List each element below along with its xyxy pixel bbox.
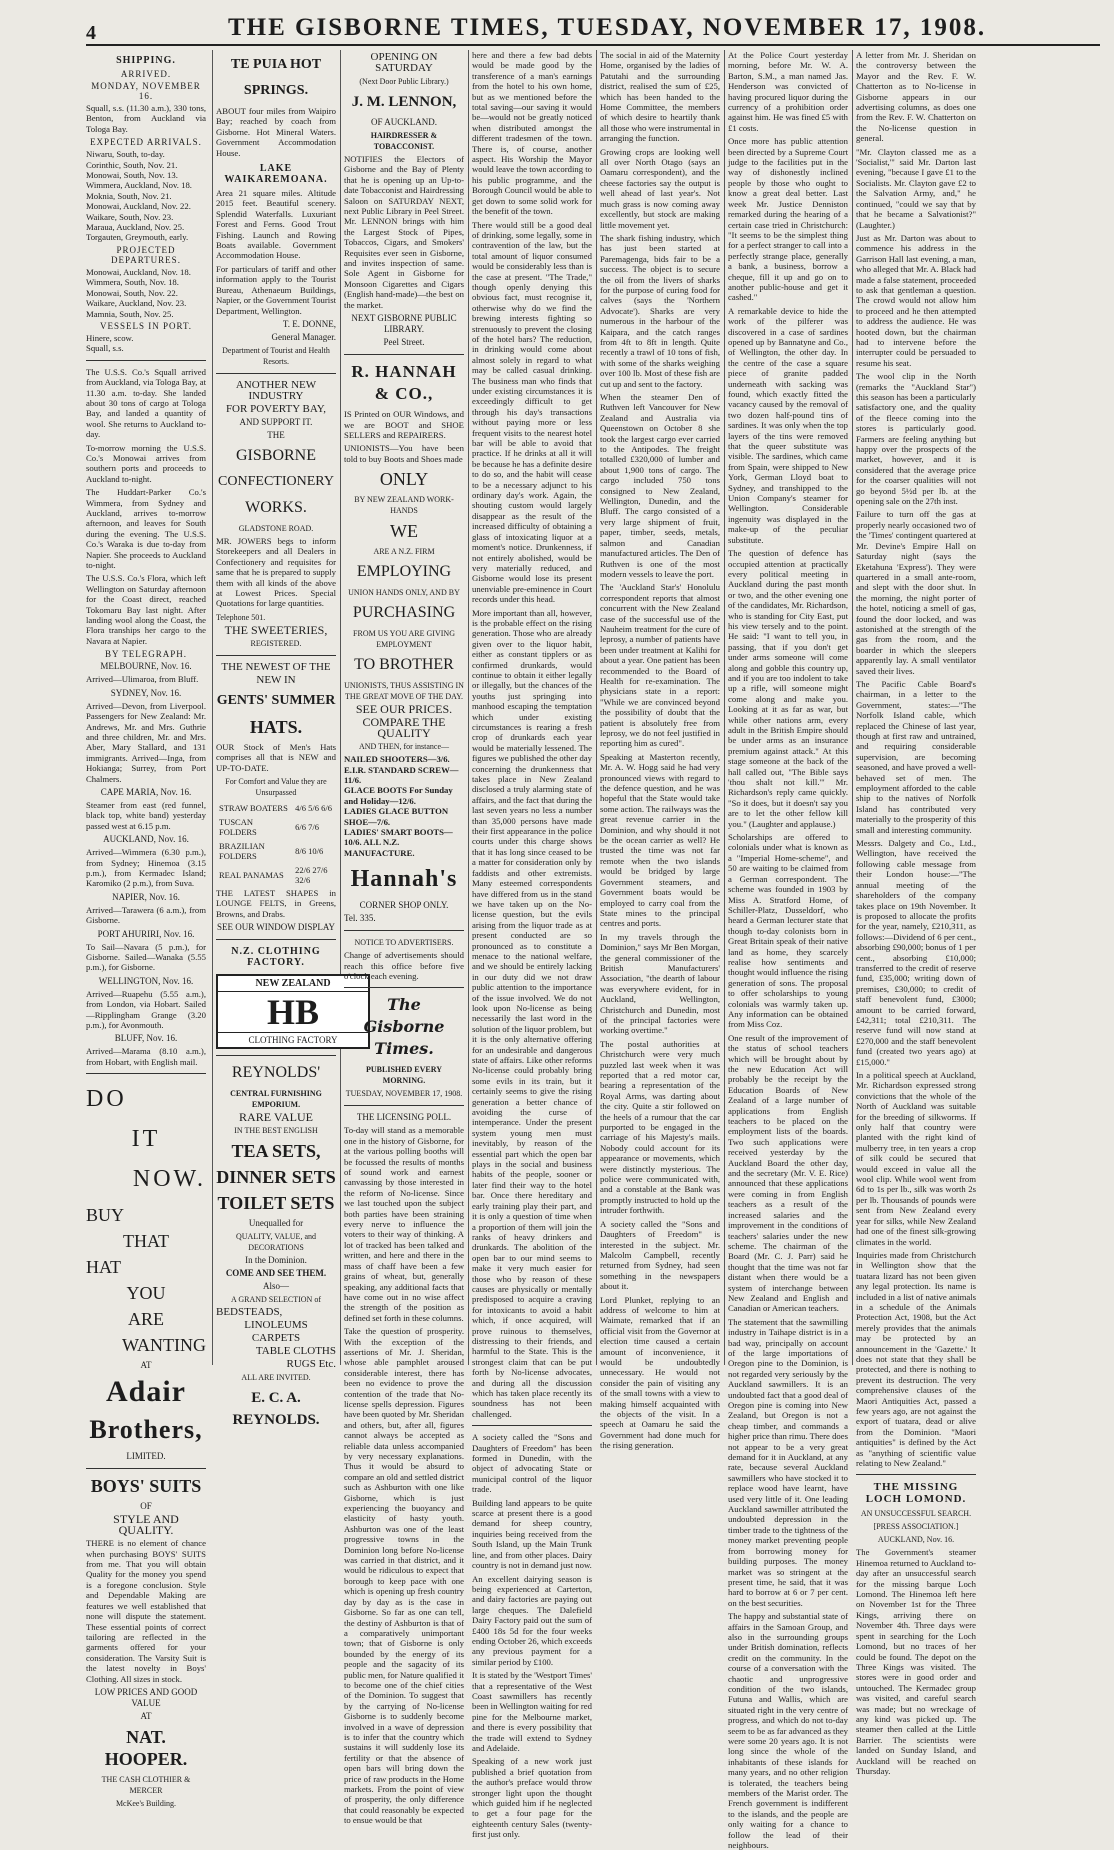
column-shipping <box>86 50 206 1808</box>
news-paragraph: Messrs. Dalgety and Co., Ltd., Wellington, have received the following cable message from their London house:—"The annual meeting of the shareholders of the company takes place on 19th November. It is proposed to allocate the profits for the year, namely, £210,311, as follows:—Dividend of 6 per cent., absorbing £90,000; bonus of 1 per cent., absorbing £10,000; transferred to the credit of reserve fund, £35,000; writing down of premises, £30,000; to credit of staff benevolent fund, £3000; amount to be carried forward, £42,311; total £210,311. The reserve fund will now stand at £270,000 and the staff benevolent fund (created two years ago) at £15,000." <box>856 838 976 1067</box>
news-paragraph: The postal authorities at Christchurch were very much puzzled last week when it was reported that a red motor car, bearing a representation of the Royal Arms, was darting about the city. Quite a stir followed on the heels of a rumour that the car purported to be engaged in the carriage of his Majesty's mails. Nobody could account for its appearance or movements, which were distinctly mysterious. The police were communicated with, and a constable at the Bank was promptly instructed to hold up the intruder forthwith. <box>600 1038 720 1216</box>
adair-limited: LIMITED. <box>126 1451 166 1462</box>
news-paragraph: The shark fishing industry, which has just been started at Paremagenga, bids fair to be a success. The object is to secure the oil from the livers of sharks for the purpose of curing food for calves (says the 'Northern Advocate'). Sharks are very numerous in the harbour of the Kaipara, and the catch ranges from 4ft to 8ft in length. Quite recently a trawl of 10 tons of fish, with some of the sharks weighing over 100 lb. Most of these fish are cut up and sent to the factory. <box>600 232 720 389</box>
editorial-paragraph: More important than all, however, is the probable effect on the rising generation. Those who are already given over to the liquor habit, either as constant tipplers or as confirmed drunkards, would continue to obtain it either legally or illegally, but the chances of the youths just springing into manhood escaping the temptation which under existing circumstances is rearing a fresh crop of drunkards each year would be materially lessened. The figures we published the other day concerning the drunkenness that takes place in New Zealand disclosed a truly alarming state of affairs, and the fact that during the last seven years no less a number than 35,000 persons have made their first appearance in the police courts under this charge shows that it has long since ceased to be a matter for consideration only by faddists and other extremists. Many esteemed correspondents have differed from us in the stand we have taken up on the No-license question, but the evils arising from the liquor trade as at present conducted are so pronounced as to constitute a menace to the national welfare, and we should be entirely lacking in our duty did we not draw public attention to the importance of the issue involved. We do not look upon No-license as being necessarily the last word in the solution of the liquor problem, but it is the only alternative offering for an undesirable and dangerous state of affairs. Like other reforms No-license could probably bring some evils in its train, but it certainly seems to give the rising generation a better chance of avoiding the curse of intemperance. Under the present system young men must inevitably, by reason of the essential part which the open bar plays in the social and business habits of the people, sooner or later find their way to the hotel bar. Once there hereditary and early training play their part, and it is only a question of time when a proportion of them will join the ranks of heavy drinkers and drunkards. The abolition of the open bar to our mind seems to make it very much easier for those who by reason of these causes are physically or mentally predisposed to acquire a craving for intoxicants to avoid a habit which, if once acquired, will prove ruinous to themselves, distressing to their friends, and harmful to the State. This is the strongest claim that can be put forth by No-license advocates, and during all the discussion which has taken place recently its soundness has not been challenged. <box>472 607 592 1419</box>
divider <box>344 354 464 355</box>
boot-list <box>344 754 464 858</box>
list-item: Monowai, South, Nov. 13. <box>86 170 178 181</box>
shipping-paragraph: To-morrow morning the U.S.S. Co.'s Monowai arrives from southern ports and proceeds to Auckland to-night. <box>86 442 206 484</box>
hannah-text: IS Printed on OUR Windows, and we are BOOT and SHOE SELLERS and REPAIRERS. <box>344 409 464 440</box>
loch-lomond-sub: AN UNSUCCESSFUL SEARCH. <box>860 1509 972 1519</box>
shipping-paragraph: The Huddart-Parker Co.'s Wimmera, from Sydney and Auckland, arrives to-morrow afternoon, and leaves for South during the evening. The U.S.S. Co.'s Waraka is due to-day from Napier. She proceeds to Auckland to-night. <box>86 487 206 571</box>
hats-heading: HATS. <box>249 716 303 737</box>
adair-advertisement <box>86 1084 206 1462</box>
divider <box>344 1105 464 1106</box>
ad-word: THAT <box>123 1231 169 1252</box>
compare-quality: COMPARE THE QUALITY <box>362 715 446 741</box>
news-paragraph: Lord Plunket, replying to an address of welcome to him at Waimate, remarked that if an official visit from the Governor at election time caused a certain amount of inconvenience, it would be undoubtedly unnecessary. He would not consider the pain of visiting any of the small towns with a view to making himself acquainted with the objects of the visit. In a speech at Oamaru he said the Government had done much for the rising generation. <box>600 1294 720 1451</box>
adair-name: Adair <box>106 1375 186 1409</box>
industry-line: ANOTHER NEW INDUSTRY <box>235 378 317 402</box>
telephone: Telephone 501. <box>216 612 266 622</box>
employing: EMPLOYING <box>356 563 452 581</box>
hooper-body: THERE is no element of chance when purchasing BOYS' SUITS from me. That you will obtain Quality for the money you spend is a foregone conclusion. Style and Dependable Making are features we well established that none will dispute the statement. These essential points of correct tailoring are reflected in the garments offered for your consideration. The Varsity Suit is the latest novelty in Boys' Clothing. All sizes in stock. <box>86 1538 206 1684</box>
hannahs-logo: Hannah's <box>350 866 458 893</box>
boys-suits-heading: BOYS' SUITS <box>90 1476 202 1497</box>
best-english: IN THE BEST ENGLISH <box>234 1126 318 1136</box>
lake-text: Area 21 square miles. Altitude 2015 feet. Beautiful scenery. Splendid Waterfalls. Luxuriant Forest and Ferns. Good Trout Fishing. Launch and Rowing Boats available. Government Accommodation House. <box>216 188 336 261</box>
telegraph-text: Arrived—Tarawera (6 a.m.), from Gisborne. <box>86 904 206 926</box>
masthead <box>0 0 1114 44</box>
arrived-date: MONDAY, NOVEMBER 16. <box>91 81 201 101</box>
quality-value: QUALITY, VALUE, and DECORATIONS <box>236 1232 316 1253</box>
column-news-c <box>856 50 976 1776</box>
news-paragraph: Once more has public attention been directed by a Supreme Court judge to the facilities put in the way of dishonestly inclined people by those who ought to know a great deal better. Last week Mr. Justice Denniston remarked during the hearing of a certain case tried in Christchurch: "It seems to be the simplest thing for a perfect stranger to call into a perfectly strange place, generally a bank, a business, borrow a cheque, fill it up and go on to another public-house and get it cashed." <box>728 136 848 303</box>
news-paragraph: The happy and substantial state of affairs in the Samoan Group, and also in the surrounding groups under British domination, reflects credit on the community. In the course of a conversation with the chaotic and unprogressive condition of the two islands, Futuna and Wallis, which are situated right in the very centre of progress, and which do not to-day seem to be as far advanced as they were some 20 years ago. It is not long since the whole of the inhabitants of these islands for many years, and no other religion is tolerated, the teachers being members of the Marist order. The French government is indifferent to the islands, and the people are only waiting for a chance to follow the lead of their neighbours. <box>728 1611 848 1850</box>
divider <box>86 1468 206 1469</box>
column-divider <box>212 50 213 1365</box>
column-news-a <box>600 50 720 1451</box>
opening-heading: OPENING ON SATURDAY <box>370 51 438 74</box>
list-item: Monowai, Auckland, Nov. 22. <box>86 201 191 212</box>
list-item: Hinere, scow. <box>86 332 134 343</box>
peel-street: Peel Street. <box>383 337 425 348</box>
news-paragraph: In my travels through the Dominion," says Mr Ben Morgan, the general commissioner of the British Manufacturers' Association, "the dearth of labour was everywhere evident, for in Auckland, Wellington, Christchurch and Dunedin, most of the principal factories were working overtime." <box>600 931 720 1036</box>
tea-sets: TEA SETS, <box>231 1141 321 1162</box>
notice-text: Change of advertisements should reach this office before five o'clock each evening. <box>344 950 464 981</box>
telegraph-place: NAPIER, Nov. 16. <box>112 891 180 902</box>
goods-item: RUGS Etc. <box>286 1358 336 1371</box>
also: Also— <box>262 1281 289 1292</box>
rare-value: RARE VALUE <box>239 1110 313 1125</box>
news-paragraph: At the Police Court yesterday morning, before Mr. W. A. Barton, S.M., a man named Jas. Henderson was convicted of having procured liquor during the currency of a prohibition order against him. He was fined £5 with £1 costs. <box>728 50 848 133</box>
editorial-paragraph: here and there a few bad debts would be made good by the transference of a man's earnings from the hotel to his own home, but as we mentioned before the total saving—our saving it would be—would not be greatly noticed when distributed amongst the different tradesmen of the town. There is, of course, another aspect. His Worship the Mayor would leave the town according to his public programme, and the Borough Council would be able to get down to some solid work for the benefit of the town. <box>472 50 592 217</box>
purchasing: PURCHASING <box>352 604 456 622</box>
gents-summer: GENTS' SUMMER <box>216 692 336 708</box>
arrived-text: Squall, s.s. (11.30 a.m.), 330 tons, Benton, from Auckland via Tologa Bay. <box>86 103 206 134</box>
list-item: Squall, s.s. <box>86 343 124 354</box>
and-then: AND THEN, for instance— <box>358 742 450 752</box>
list-item: LADIES GLACE BUTTON SHOE—7/6. <box>344 806 449 827</box>
from-us: FROM US YOU ARE GIVING EMPLOYMENT <box>353 629 455 650</box>
telegraph-place: BLUFF, Nov. 16. <box>114 1033 178 1044</box>
lennon-of: OF AUCKLAND. <box>370 117 437 127</box>
news-paragraph: A society called the "Sons and Daughters of Freedom" is interested in the subject. Mr. Malcolm Campbell, recently returned from Sydney, had seen something in the newspapers about it. <box>600 1218 720 1292</box>
come-see: COME AND SEE THEM. <box>225 1268 327 1279</box>
list-item: Monowai, Auckland, Nov. 18. <box>86 266 191 277</box>
news-paragraph: Speaking of a new work just published a brief quotation from the author's preface would throw stronger light upon the thought which guided him if he neglected to get a four page for the eighteenth century Sales (twenty-first just only. <box>472 1756 592 1840</box>
news-paragraph: The social in aid of the Maternity Home, organised by the ladies of Patutahi and the surrounding district, realised the sum of £25, which has been handed to the Home Committee, the members of which desire to heartily thank all those who were instrumental in arranging the function. <box>600 50 720 144</box>
newspaper-title: THE GISBORNE TIMES, TUESDAY, NOVEMBER 17, 1908. <box>228 14 987 41</box>
page-number: 4 <box>86 22 96 44</box>
tourist-text: For particulars of tariff and other information apply to the Tourist Bureau, Athenaeum Buildings, Napier, or the Government Tourist Department, Wellington. <box>216 263 336 316</box>
goods-item: TABLE CLOTHS <box>255 1345 336 1358</box>
shipping-paragraph: The U.S.S. Co.'s Flora, which left Wellington on Saturday afternoon for the Coast direct, reached Tokomaru Bay last night. After landing wool along the Coast, the Flora tranships her cargo to the Navara at Napier. <box>86 573 206 646</box>
hannah-heading: R. HANNAH & CO., <box>351 362 457 404</box>
news-paragraph: It is stated by the 'Westport Times' that a representative of the West Coast sawmillers has recently been in Wellington waiting for red pine for the Melbourne market, and there is every possibility that the trade will extend to Sydney and Adelaide. <box>472 1670 592 1753</box>
hooper-name: NAT. HOOPER. <box>104 1726 188 1769</box>
logo-initials: HB <box>266 992 319 1033</box>
news-paragraph: The question of defence has occupied attention at practically every political meeting in Auckland during the past month or two, and the other evening one of the candidates, Mr. Richardson, who is standing for City East, put his view tersely and to the point. He said: "I want to tell you, in passing, that if you don't get under arms someone will come along and gobble this country up, and if you are too indolent to take up a rifle, will someone might come along and make you. Looking at it as far as war, but while other nations arm, every adult in the British Empire should be under arms as an insurance premium against attack." At this stage someone at the back of the hall called out, "The Bible says 'thou shalt not kill.'" Mr. Richardson's reply came quickly. "So it does, but it doesn't say you are to let the other fellow kill you." (Laughter and applause.) <box>728 548 848 829</box>
editorial-paragraph: There would still be a good deal of drinking, some legally, some in contravention of the law, but the total amount of liquor consumed would be considerably less than is the case at present. "The Trade," though openly denying this obvious fact, must recognise it, otherwise why do we find the brewing interests fighting so strenuously to prevent the closing of the hotel bars? The reduction, in drinking would come about almost solely in regard to what may be called casual drinking. The business man who finds that under existing circumstances it is exceedingly difficult to get through his day's transactions without paying more or less frequent visits to the nearest hotel bar will be able to avoid that practice. If he drinks at all it will be because he has a definite desire to do so, and the habit will cease to be a necessary adjunct to his ordinary day's work. Again, the shouting custom would largely disappear as the result of the increased difficulty of obtaining a glass of intoxicating liquor at a moment's notice. Drunkenness, if not entirely abolished, would be very materially reduced, and Gisborne would lose its present unenviable pre-eminence in Court records under this head. <box>472 219 592 605</box>
telegraph-place: MELBOURNE, Nov. 16. <box>100 661 192 672</box>
column-news-b <box>728 50 848 1850</box>
eca-reynolds: E. C. A. REYNOLDS. <box>232 1390 320 1429</box>
nz-firm: ARE A N.Z. FIRM <box>373 547 435 557</box>
editorial-paragraph: Take the question of prosperity. With the exception of the assertions of Mr. J. Sheridan, whose able pamphlet aroused considerable interest, there has been no evidence to prove the contention of the trade that No-license spells depression. Figures have been quoted by Mr. Sheridan and others, but, after all, figures cannot always be accepted as reliable data unless accompanied by very necessary explanations. Thus it would be absurd to compare an old and settled district such as Ashburton with one like Gisborne, which is just experiencing the buoyancy and elasticity of hasty youth. Ashburton was one of the least progressive towns in the Dominion long before No-license was carried in that district, and it would be ridiculous to expect that borough to keep pace with one which is opening up fresh country day by day as is the case in Gisborne. So far as one can tell, the destiny of Ashburton is that of a comparatively unimportant town; that of Gisborne is only bounded by the energy of its people and the sagacity of its public men, for Nature qualified it to become one of the chief cities of the Dominion. To suggest that by the carrying of No-license Gisborne is to suddenly become involved in a wave of depression is to infer that the country which sustains it will suddenly lose its fertility or that the absence of open bars will bring down the price of raw products in the Home markets. From the point of view of prosperity, the only difference that could reasonably be expected to ensue would be that <box>344 1326 464 1826</box>
press-association: [PRESS ASSOCIATION.] <box>873 1522 959 1532</box>
news-paragraph: When the steamer Den of Ruthven left Vancouver for New Zealand and Australia via Queenstown on October 8 she took the largest cargo ever carried to the Antipodes. The freight totalled £320,000 of lumber and about 1,900 tons of cargo. The cargo included 750 tons consigned to New Zealand, Wellington, Dunedin, and the Bluff. The cargo consisted of a very large shipment of fruit, paper, timber, seeds, metals, salmon and Canadian manufactured articles. The Den of Ruthven is one of the most modern vessels to leave the port. <box>600 392 720 579</box>
divider <box>86 360 206 361</box>
logo-bottom-text: CLOTHING FACTORY <box>218 1032 368 1047</box>
telegraph-text: Arrived—Ruapehu (5.55 a.m.), from London, via Hobart. Sailed—Ripplingham Grange (3.20 p.m.), for Avonmouth. <box>86 988 206 1031</box>
see-prices: SEE OUR PRICES. <box>355 702 453 717</box>
column-ads-editorial <box>344 50 464 1826</box>
ad-word: WANTING <box>122 1335 206 1356</box>
new-in: NEW IN <box>256 673 296 686</box>
published-line: PUBLISHED EVERY MORNING. <box>366 1065 442 1086</box>
editorial-paragraph: To-day will stand as a memorable one in the history of Gisborne, for at the various polling booths will be focussed the results of months of sound work and earnest canvassing by those interested in the reform of No-license. Since we last touched upon the subject both parties have been straining every nerve to influence the voters to their way of thinking. A lot of tracked has been talked and written, and here and there in the mass of chaff have been a few grains of wheat, but, generally speaking, any additional facts that have come out in no wise affect the strength of the position as defined set forth in these columns. <box>344 1125 464 1323</box>
telegraph-place: PORT AHURIRI, Nov. 16. <box>97 928 195 939</box>
column-divider <box>596 50 597 1365</box>
news-paragraph: The statement that the sawmilling industry in Taihape district is in a bad way, principally on account of the large importations of Oregon pine to the Dominion, is not regarded very seriously by the Auckland sawmillers. It is an undoubted fact that a good deal of Oregon pine is coming into New Zealand, but Oregon is not a cheap timber, and commands a higher price than rimu. There does not appear to be a very great demand for it in Auckland, at any rate, because several Auckland sawmillers who have stocked it to replace wood have learnt, have used very little of it. One leading Auckland sawmiller attributed the undoubted depression in the timber trade to the tightness of the money market preventing people from borrowing money for building purposes. The money market was so stringent at the present time, he said, that it was hard to borrow at 6 or 7 per cent. on the best securities. <box>728 1316 848 1608</box>
news-paragraph: The 'Auckland Star's' Honolulu correspondent reports that almost concurrent with the New Zealand case of the successful use of the Nauheim treatment for the cure of leprosy, a number of patients have been under treatment at Kalihi for about a year. One patient has been recommended to the Board of Health for re-examination. The physicians state in a report: "While we are convinced beyond the possibility of doubt that the patient is absolutely free from leprosy, we do not feel justified in reporting him as cured". <box>600 582 720 749</box>
vessels-heading: VESSELS IN PORT. <box>99 320 193 331</box>
divider <box>472 1425 592 1426</box>
ad-word: ARE <box>128 1309 164 1330</box>
divider <box>856 1474 976 1475</box>
cash-clothier: THE CASH CLOTHIER & MERCER <box>101 1774 191 1795</box>
list-item: Wimmera, South, Nov. 18. <box>86 277 179 288</box>
list-item: Niwaru, South, to-day. <box>86 149 165 160</box>
news-paragraph: The Pacific Cable Board's chairman, in a letter to the Government, states:—"The Norfolk Island cable, which replaced the Chinese of last year, though at first raw and untrained, and requiring considerable supervision, are becoming seasoned, and have proved a well-behaved set of men. The employment afforded to the cable ship to the natives of Norfolk Island has contributed very materially to the prosperity of this small and interesting community. <box>856 678 976 835</box>
expected-heading: EXPECTED ARRIVALS. <box>90 137 202 148</box>
ad-word-now: NOW. <box>132 1166 206 1193</box>
divider <box>216 1055 336 1056</box>
latest-shapes: THE LATEST SHAPES in LOUNGE FELTS, in Greens, Browns, and Drabs. <box>216 887 336 919</box>
ad-word: YOU <box>126 1283 166 1304</box>
column-divider <box>724 50 725 1365</box>
list-item: Monowai, South, Nov. 22. <box>86 287 178 298</box>
news-paragraph: The wool clip in the North (remarks the "Auckland Star") this season has been a particularly satisfactory one, and the quality of the fleece coming into the stores is particularly good. Farmers are feeling anything but happy over the prospects of the market, however, and it is considered that the average price for the coarser qualities will not go beyond 5½d per lb. at the opening sale on the 27th inst. <box>856 371 976 507</box>
column-divider <box>468 50 469 1365</box>
news-paragraph: Growing crops are looking well all over North Otago (says an Oamaru correspondent), and the cheese factories say the output is well ahead of last year's. Not much grass is now coming away excellently, but stock are making little movement yet. <box>600 146 720 230</box>
industry-line: FOR POVERTY BAY, <box>225 402 327 415</box>
list-item: LADIES' SMART BOOTS—10/6. ALL N.Z. MANUFACTURE. <box>344 826 453 858</box>
list-item: Moknia, South, Nov. 21. <box>86 190 172 201</box>
hats-text: OUR Stock of Men's Hats comprises all that is NEW and UP-TO-DATE. <box>216 741 336 773</box>
hooper-at: AT <box>140 1710 152 1721</box>
news-paragraph: In a political speech at Auckland, Mr. Richardson expressed strong convictions that the whole of the North of Auckland was suitable for the breeding of silkworms. If only half that country were planted with the right kind of mulberry tree, in ten years a crop of silk could be secured that would exceed in value all the wool clip. While wool went from 6d to 1s per lb., silk was worth 2s per lb. Thousands of pounds were sent from New Zealand every year for silks, while New Zealand had one of the finest silk-growing climates in the world. <box>856 1070 976 1247</box>
hat-name: STRAW BOATERS <box>219 802 288 813</box>
telegraph-place: CAPE MARIA, Nov. 16. <box>100 786 192 797</box>
te-puia-heading: TE PUIA HOT <box>230 57 322 72</box>
confectionery-gisborne: GISBORNE <box>235 446 316 464</box>
furnishing-emporium: CENTRAL FURNISHING EMPORIUM. <box>230 1089 322 1110</box>
comfort-line: For Comfort and Value they are Unsurpassed <box>225 776 327 797</box>
newest-heading: THE NEWEST OF THE <box>221 660 331 673</box>
hat-name: REAL PANAMAS <box>219 869 284 880</box>
we: WE <box>390 521 418 542</box>
sweeteries: THE SWEETERIES, <box>224 622 328 637</box>
divider <box>344 930 464 931</box>
notice-heading: NOTICE TO ADVERTISERS. <box>354 938 454 948</box>
te-puia-text: ABOUT four miles from Waipiro Bay; reached by coach from Gisborne. Hot Mineral Waters. Government Accommodation House. <box>216 106 336 158</box>
column-divider <box>852 50 853 1365</box>
news-paragraph: An excellent dairying season is being experienced at Carterton, and dairy factories are paying out large cheques. The Dalefield Dairy Factory paid out the sum of £400 18s 5d for the four weeks ending October 26, which exceeds any previous payment for a similar period by £100. <box>472 1573 592 1667</box>
news-paragraph: A society called the "Sons and Daughters of Freedom" has been formed in Dunedin, with the object of advocating State or municipal control of the liquor trade. <box>472 1432 592 1495</box>
column-editorial-continued <box>472 50 592 1840</box>
only: ONLY <box>379 469 429 490</box>
telegraph-text: To Sail—Navara (5 p.m.), for Gisborne. Sailed—Wanaka (5.55 p.m.), for Gisborne. <box>86 941 206 973</box>
telegraph-place: WELLINGTON, Nov. 16. <box>98 975 194 986</box>
news-paragraph: One result of the improvement of the status of school teachers which will be brought about by the new Education Act will probably be the receipt by the Education Boards of New Zealand of a large number of applications from English teachers to be placed on the employment lists of the boards. Two such applications were received yesterday by the Auckland Board the other day, and the secretary (Mr. V. E. Rice) announced that these applications were coming in from English teachers as a result of the increased salaries and the improvement in the conditions of teachers' salaries under the new scheme. The chairman of the Board (Mr. C. J. Parr) said he thought that the time was not far distant when there would be a system of interchange between New Zealand and English and Canadian or American teachers. <box>728 1032 848 1314</box>
industry-line: AND SUPPORT IT. <box>239 416 313 427</box>
goods-item: CARPETS <box>251 1332 301 1345</box>
goods-item: BEDSTEADS, <box>216 1306 283 1319</box>
news-paragraph: Inquiries made from Christchurch in Wellington show that the tuatara lizard has not been given any legal protection. Its name is included in a list of native animals in a schedule of the Animals Protection Act, 1908, but the Act merely provides that the animals may be protected by an announcement in the 'Gazette.' It does not state that they shall be protected, and there is nothing to prevent its destruction. The very comprehensive clauses of the Maori Antiquities Act, passed a few years ago, are not against the export of tuatara, dead or alive from the Dominion. "Maori antiquities" is defined by the Act as "anything of scientific value relating to New Zealand." <box>856 1249 976 1469</box>
table-row <box>218 802 334 814</box>
table-row <box>218 840 334 862</box>
lake-heading: LAKE WAIKAREMOANA. <box>224 163 328 186</box>
divider <box>344 987 464 988</box>
dinner-sets: DINNER SETS <box>216 1167 336 1188</box>
confectionery-works: WORKS. <box>245 498 307 516</box>
telegraph-place: AUCKLAND, Nov. 16. <box>103 834 189 845</box>
telegraph-text: Arrived—Devon, from Liverpool. Passengers for New Zealand: Mr. Andrews, Mr. and Mrs. Guthrie and three children, Mr. and Mrs. Aber, Mary Stallard, and 131 immigrants. Arrived—Inga, from Hokianga; Surrey, from Port Chalmers. <box>86 700 206 784</box>
divider <box>216 373 336 374</box>
shipping-paragraph: The U.S.S. Co.'s Squall arrived from Auckland, via Tologa Bay, at 11.30 a.m. to-day. She landed about 30 tons of cargo at Tologa Bay, and landed a quantity of wool. She returns to Auckland to-day. <box>86 366 206 440</box>
union-hands: UNION HANDS ONLY, AND BY <box>348 588 460 598</box>
hat-name: BRAZILIAN FOLDERS <box>219 840 265 861</box>
projected-heading: PROJECTED DEPARTURES. <box>111 244 181 265</box>
reynolds-heading: REYNOLDS' <box>231 1064 321 1082</box>
unequalled: Unequalled for <box>248 1218 304 1229</box>
telegraph-list <box>86 661 206 1067</box>
te-puia-springs: SPRINGS. <box>243 83 309 98</box>
vessels-list <box>86 333 206 354</box>
mckee-building: McKee's Building. <box>115 1798 177 1808</box>
donne-name: T. E. DONNE, <box>282 318 336 329</box>
loch-dateline: AUCKLAND, Nov. 16. <box>877 1535 955 1545</box>
loch-lomond-text: The Government's steamer Hinemoa returned to Auckland to-day after an unsuccessful search for the missing barque Loch Lomond. The Hinemoa left here on November 1st for the Three Kings, arriving there on November 4th. Three days were spent in searching for the Loch Lomond, but no traces of her could be found. The depot on the Three Kings was visited. The stores were in good order and untouched. The Kermadec group was visited, and careful search was made; but no wreckage of any kind was picked up. The steamer then called at the Little Barrier. The scientists were landed on Sunday Island, and Auckland will be reached on Thursday. <box>856 1547 976 1776</box>
hooper-advertisement <box>86 1475 206 1809</box>
low-prices: LOW PRICES AND GOOD VALUE <box>94 1686 198 1708</box>
projected-list <box>86 267 206 319</box>
next-library: NEXT GISBORNE PUBLIC LIBRARY. <box>351 313 457 335</box>
ad-at: AT <box>140 1360 152 1371</box>
telegraph-place: SYDNEY, Nov. 16. <box>110 687 182 698</box>
workhands: BY NEW ZEALAND WORK-HANDS <box>354 495 454 516</box>
confectionery-text: MR. JOWERS begs to inform Storekeepers and all Dealers in Confectionery and requisites for same that he is prepared to supply them with all kinds of the above at Lowest Prices. Special Quotations for large quantities. <box>216 535 336 609</box>
hat-price: 6/6 7/6 <box>295 821 319 832</box>
list-item: Mamnia, South, Nov. 25. <box>86 308 174 319</box>
telegraph-text: Arrived—Marama (8.10 a.m.), from Hobart, with English mail. <box>86 1046 206 1067</box>
divider <box>216 655 336 656</box>
opening-sub: (Next Door Public Library.) <box>359 77 449 86</box>
masthead-rule <box>86 44 1100 46</box>
news-paragraph: Building land appears to be quite scarce at present there is a good demand for sheep country, inquiries being received from the South Island, up the Main Trunk line, and from other places. Dairy country is not in demand just now. <box>472 1497 592 1571</box>
telegraph-text: Steamer from east (red funnel, black top, white band) yesterday passed west at 6.15 p.m. <box>86 799 206 831</box>
style-quality: STYLE AND QUALITY. <box>113 1512 179 1538</box>
hooper-of: OF <box>140 1501 152 1512</box>
window-display: SEE OUR WINDOW DISPLAY <box>216 922 336 933</box>
list-item: Torgauten, Greymouth, early. <box>86 232 189 243</box>
news-paragraph: Speaking at Masterton recently, Mr. A. W. Hogg said he had very pronounced views with regard to the defence question, and he was hopeful that the State would take some action. The railways was the great revenue carrier in the Dominion, and why should it not be the ocean carrier as well? He trusted the time was not far remote when the two islands would be bridged by large Government steamers, and Government boats would be employed to carry coal from the State mines to the principal centres and ports. <box>600 751 720 929</box>
news-paragraph: Failure to turn off the gas at properly nearly occasioned two of the 'Times' contingent quartered at Mr. Devine's Empire Hall on Saturday night (says the Eketahuna 'Express'). They were quartered in a small ante-room, and slept with the door shut. In the morning, the night porter of the hotel, noticing a smell of gas, found the door locked, and was astonished at the strength of the gas from the room, and the boarder in which the sleepers apparently lay. A small ventilator saved their lives. <box>856 509 976 676</box>
dominion: In the Dominion. <box>245 1255 307 1266</box>
list-item: Waikare, South, Nov. 23. <box>86 211 174 222</box>
hat-name: TUSCAN FOLDERS <box>219 816 257 837</box>
donne-title: General Manager. <box>271 331 336 342</box>
hannah-tel: Tel. 335. <box>344 913 376 924</box>
ad-word-do: DO <box>86 1086 127 1113</box>
logo-top-text: NEW ZEALAND <box>218 976 368 992</box>
shipping-heading: SHIPPING. <box>116 55 176 66</box>
news-paragraph: A letter from Mr. J. Sheridan on the controversy between the Mayor and the Rev. F. W. Chatterton as to No-license in Gisborne appears in our advertising columns, as does one from the Rev. F. W. Chatterton on the No-license question in general. <box>856 50 976 144</box>
table-row <box>218 864 334 886</box>
lennon-text: NOTIFIES the Electors of Gisborne and the Bay of Plenty that he is opening up an Up-to-date Tobacconist and Hairdressing Saloon on SATURDAY NEXT, next Public Library in Peel Street. Mr. LENNON brings with him the Largest Stock of Pipes, Tobaccos, Cigars, and Smokers' Requisites ever seen in Gisborne, and invites inspection of same. Sole Agent in Gisborne for Monsoon Cigarettes and Cigars (English hand-made)—the best on the market. <box>344 154 464 310</box>
hairdresser: HAIRDRESSER & TOBACCONIST. <box>370 131 438 151</box>
list-item: Wimmera, Auckland, Nov. 18. <box>86 180 192 191</box>
column-advertisements <box>216 50 338 1429</box>
column-divider <box>340 50 341 1365</box>
news-paragraph: "Mr. Clayton classed me as a 'Socialist,'" said Mr. Darton last evening, "because I gave £1 to the Socialists. Mr. Clayton gave £2 to the Salvation Army, and," he continued, "could we say that by that he became a Salvationist?" (Laughter.) <box>856 146 976 230</box>
news-paragraph: Scholarships are offered to colonials under what is known as a "Imperial Home-scheme", and 50 are waiting to be claimed from a German correspondent. The scheme was founded in 1903 by Miss A. Stratford Home, of Schiller-Platz, Dusseldorf, who heard a German lecturer state that though to-day colonists born in Great Britain speak of their native land as home, they scarcely realise how sentiments and thought would influence the rising generation of sons. The proposal to offer scholarships to young colonials was warmly taken up. Any information can be obtained from Miss Coz. <box>728 832 848 1030</box>
lennon-name: J. M. LENNON, <box>351 94 457 110</box>
arrived-heading: ARRIVED. <box>120 69 172 79</box>
news-paragraph: A remarkable device to hide the work of the pilferer was discovered in a case of sardines opened up by Bannatyne and Co., of Wellington, the other day. In the centre of the case a square piece of granite padded underneath with sacking was found, which exactly fitted the vacancy caused by the removal of two dozen half-pound tins of sardines. It was only when the top layers of the tins were removed that the queer substitute was visible. The sardines, which came from Spain, were shipped to New York, German Lloyd boat to Sydney, and transhipped to the Union Company's steamer for Wellington. Considerable ingenuity was displayed in the make-up of the peculiar substitute. <box>728 305 848 545</box>
news-paragraph: Just as Mr. Darton was about to commence his address in the Garrison Hall last evening, a man, who alleged that Mr. A. Black had made a false statement, proceeded to ask that gentleman a question. The crowd would not allow him to proceed and he then attempted to address the audience. He was hooted down, but the chairman had to intervene before the interrupter could be persuaded to resume his seat. <box>856 232 976 368</box>
list-item: NAILED SHOOTERS—3/6. <box>344 754 450 765</box>
confectionery-heading: CONFECTIONERY <box>218 473 334 489</box>
hat-price: 22/6 27/6 32/6 <box>295 864 328 885</box>
gladstone-road: GLADSTONE ROAD. <box>238 523 314 533</box>
hat-price-table <box>216 800 336 888</box>
expected-list <box>86 149 206 243</box>
ad-word: HAT <box>86 1257 121 1278</box>
list-item: Maraua, Auckland, Nov. 25. <box>86 222 185 233</box>
sweeteries-registered: REGISTERED. <box>250 638 302 648</box>
confectionery-the: THE <box>267 429 285 440</box>
nz-clothing-factory: N.Z. CLOTHING FACTORY. <box>231 946 321 969</box>
editorial-date: TUESDAY, NOVEMBER 17, 1908. <box>345 1089 463 1099</box>
goods-item: LINOLEUMS <box>244 1319 308 1332</box>
toilet-sets: TOILET SETS <box>217 1193 335 1214</box>
list-item: Corinthic, South, Nov. 21. <box>86 159 178 170</box>
adair-brothers: Brothers, <box>89 1415 203 1445</box>
ad-word: BUY <box>86 1205 125 1226</box>
list-item: Waikare, Auckland, Nov. 23. <box>86 298 187 309</box>
brother-sub: UNIONISTS, THUS ASSISTING IN THE GREAT MOVE OF THE DAY. <box>344 681 464 702</box>
to-brother: TO BROTHER <box>354 656 454 674</box>
ad-word-it: IT <box>131 1126 161 1153</box>
all-invited: ALL ARE INVITED. <box>241 1373 311 1383</box>
department: Department of Tourist and Health Resorts. <box>222 345 330 366</box>
list-item: GLACE BOOTS For Sunday and Holiday—12/6. <box>344 785 453 806</box>
gisborne-times-nameplate: The Gisborne Times. <box>363 995 445 1059</box>
editorial-heading: THE LICENSING POLL. <box>356 1112 452 1123</box>
hat-price: 4/6 5/6 6/6 <box>295 802 332 813</box>
divider <box>216 939 336 940</box>
loch-lomond-heading: THE MISSING LOCH LOMOND. <box>865 1481 967 1506</box>
list-item: E.I.R. STANDARD SCREW—11/6. <box>344 764 459 785</box>
telegraph-heading: BY TELEGRAPH. <box>104 649 187 660</box>
telegraph-text: Arrived—Ulimaroa, from Bluff. <box>86 674 199 685</box>
telegraph-text: Arrived—Wimmera (6.30 p.m.), from Sydney; Hinemoa (3.15 p.m.), from Kermadec Island; Karomiko (2 p.m.), from Suva. <box>86 847 206 889</box>
grand-selection: A GRAND SELECTION of <box>231 1295 321 1305</box>
divider <box>86 1073 206 1074</box>
corner-shop: CORNER SHOP ONLY. <box>359 900 449 911</box>
unionists-text: UNIONISTS—You have been told to buy Boots and Shoes made <box>344 443 464 464</box>
table-row <box>218 816 334 838</box>
hat-price: 8/6 10/6 <box>295 845 324 856</box>
